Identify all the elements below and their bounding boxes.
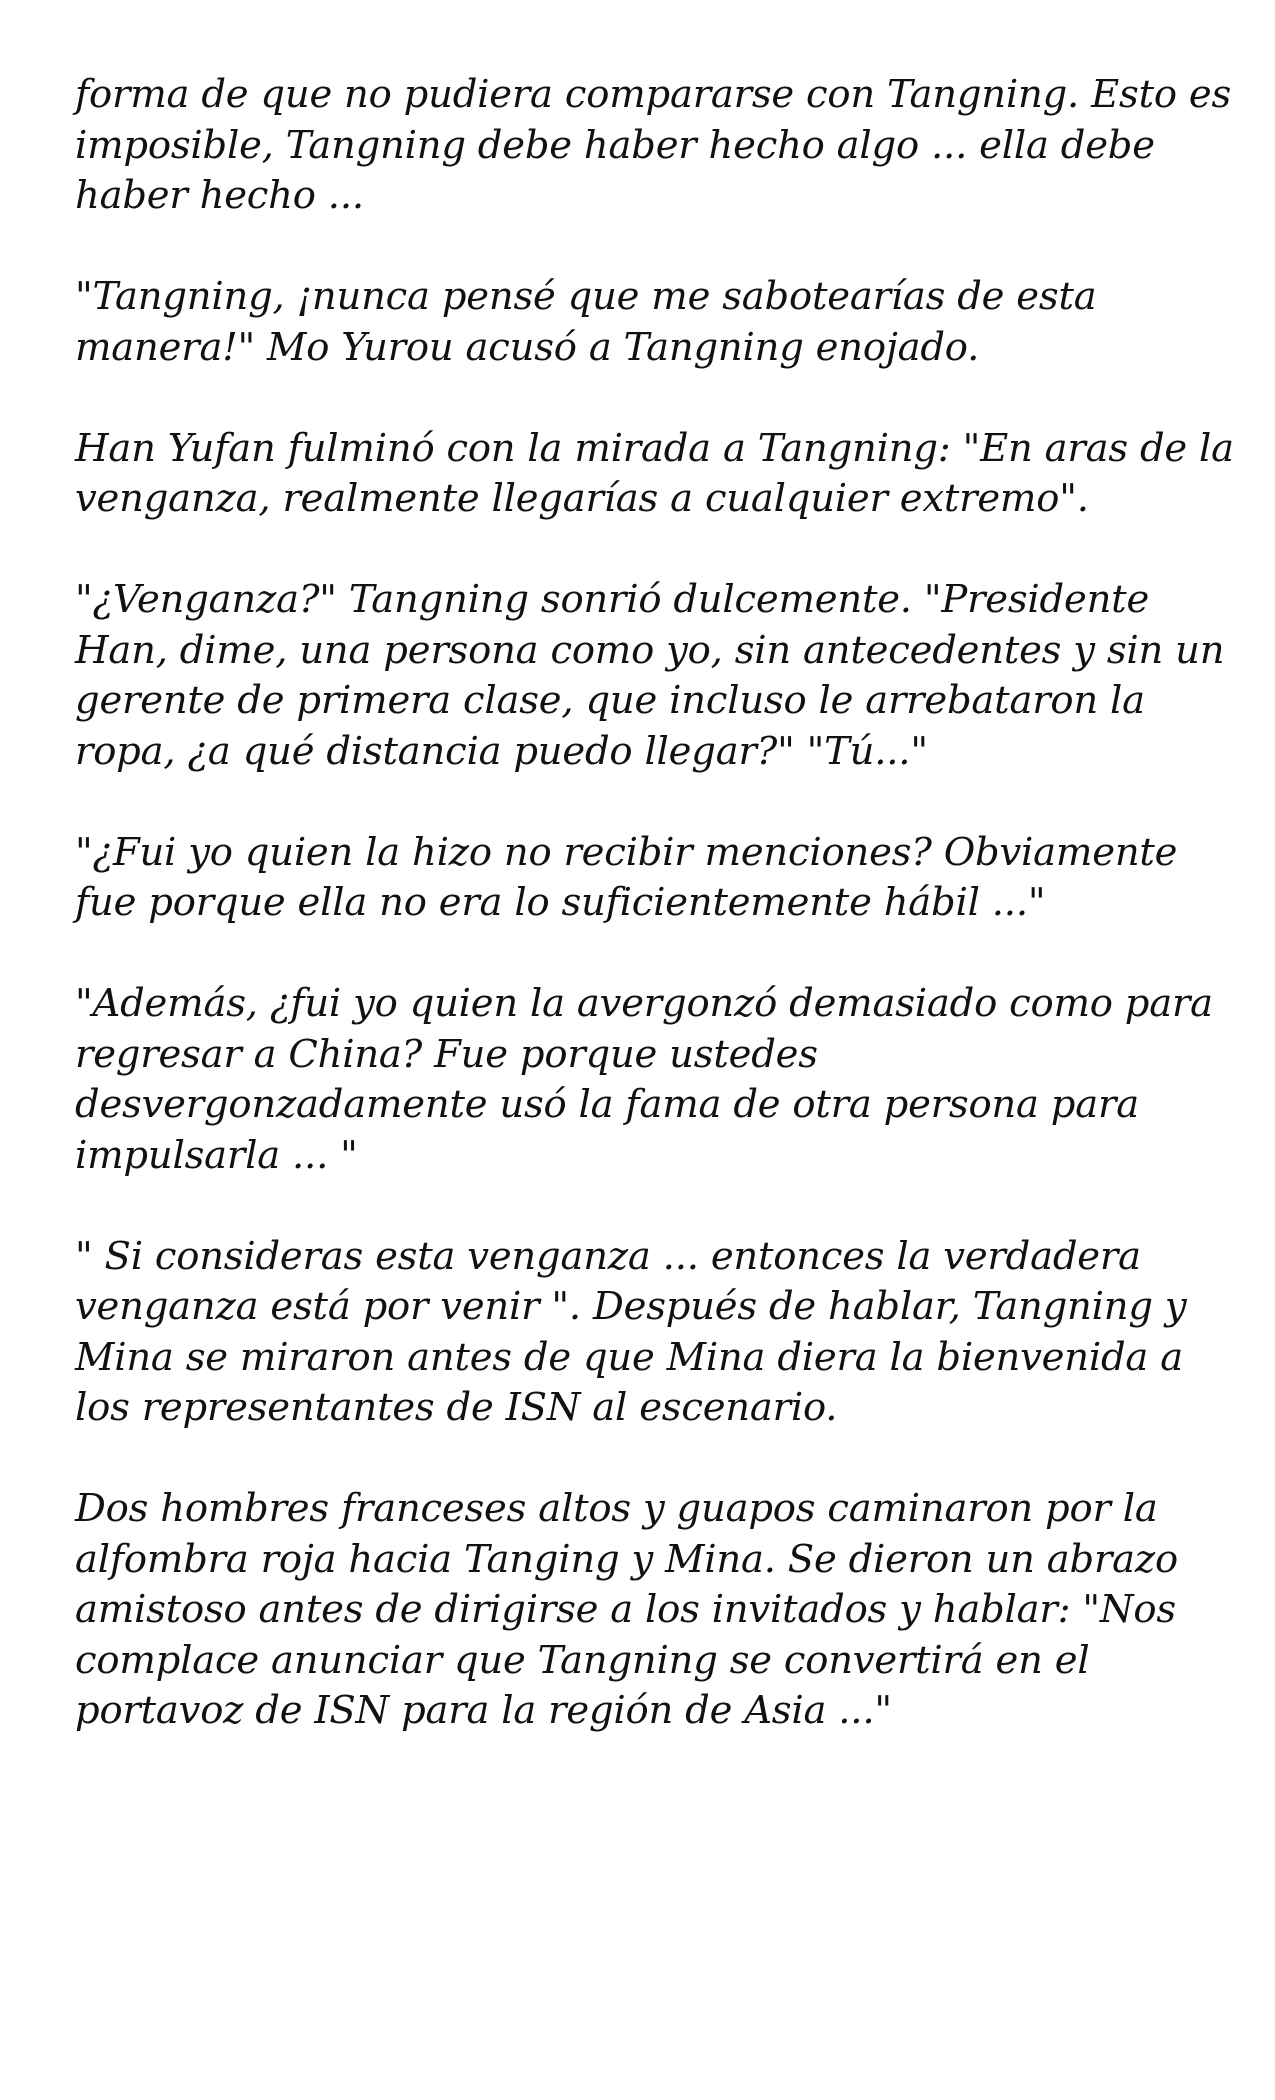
paragraph-1: forma de que no pudiera compararse con Tangning. Esto es imposible, Tangning debe haber hecho algo ... ella debe haber hecho ... [75, 72, 1232, 218]
document-page [75, 70, 1235, 1737]
paragraph-7: " Si consideras esta venganza ... entonces la verdadera venganza está por venir ". Después de hablar, Tangning y Mina se miraron antes de que Mina diera la bienvenida a los representantes de ISN al escenario. [75, 1233, 1187, 1430]
paragraph-2: "Tangning, ¡nunca pensé que me sabotearías de esta manera!" Mo Yurou acusó a Tangning enojado. [75, 274, 1097, 370]
paragraph-4: "¿Venganza?" Tangning sonrió dulcemente. "Presidente Han, dime, una persona como yo, sin antecedentes y sin un gerente de primera clase, que incluso le arrebataron la ropa, ¿a qué distancia puedo llegar?" "Tú..." [75, 577, 1225, 774]
paragraph-6: "Además, ¿fui yo quien la avergonzó demasiado como para regresar a China? Fue porque ustedes desvergonzadamente usó la fama de otra persona para impulsarla ... " [75, 981, 1213, 1178]
paragraph-3: Han Yufan fulminó con la mirada a Tangning: "En aras de la venganza, realmente llegarías a cualquier extremo". [75, 425, 1234, 521]
paragraph-8: Dos hombres franceses altos y guapos caminaron por la alfombra roja hacia Tanging y Mina. Se dieron un abrazo amistoso antes de dirigirse a los invitados y hablar: "Nos complace anunciar que Tangning se convertirá en el portavoz de ISN para la región de Asia ..." [75, 1486, 1178, 1733]
paragraph-5: "¿Fui yo quien la hizo no recibir menciones? Obviamente fue porque ella no era lo suficientemente hábil ..." [75, 829, 1178, 925]
